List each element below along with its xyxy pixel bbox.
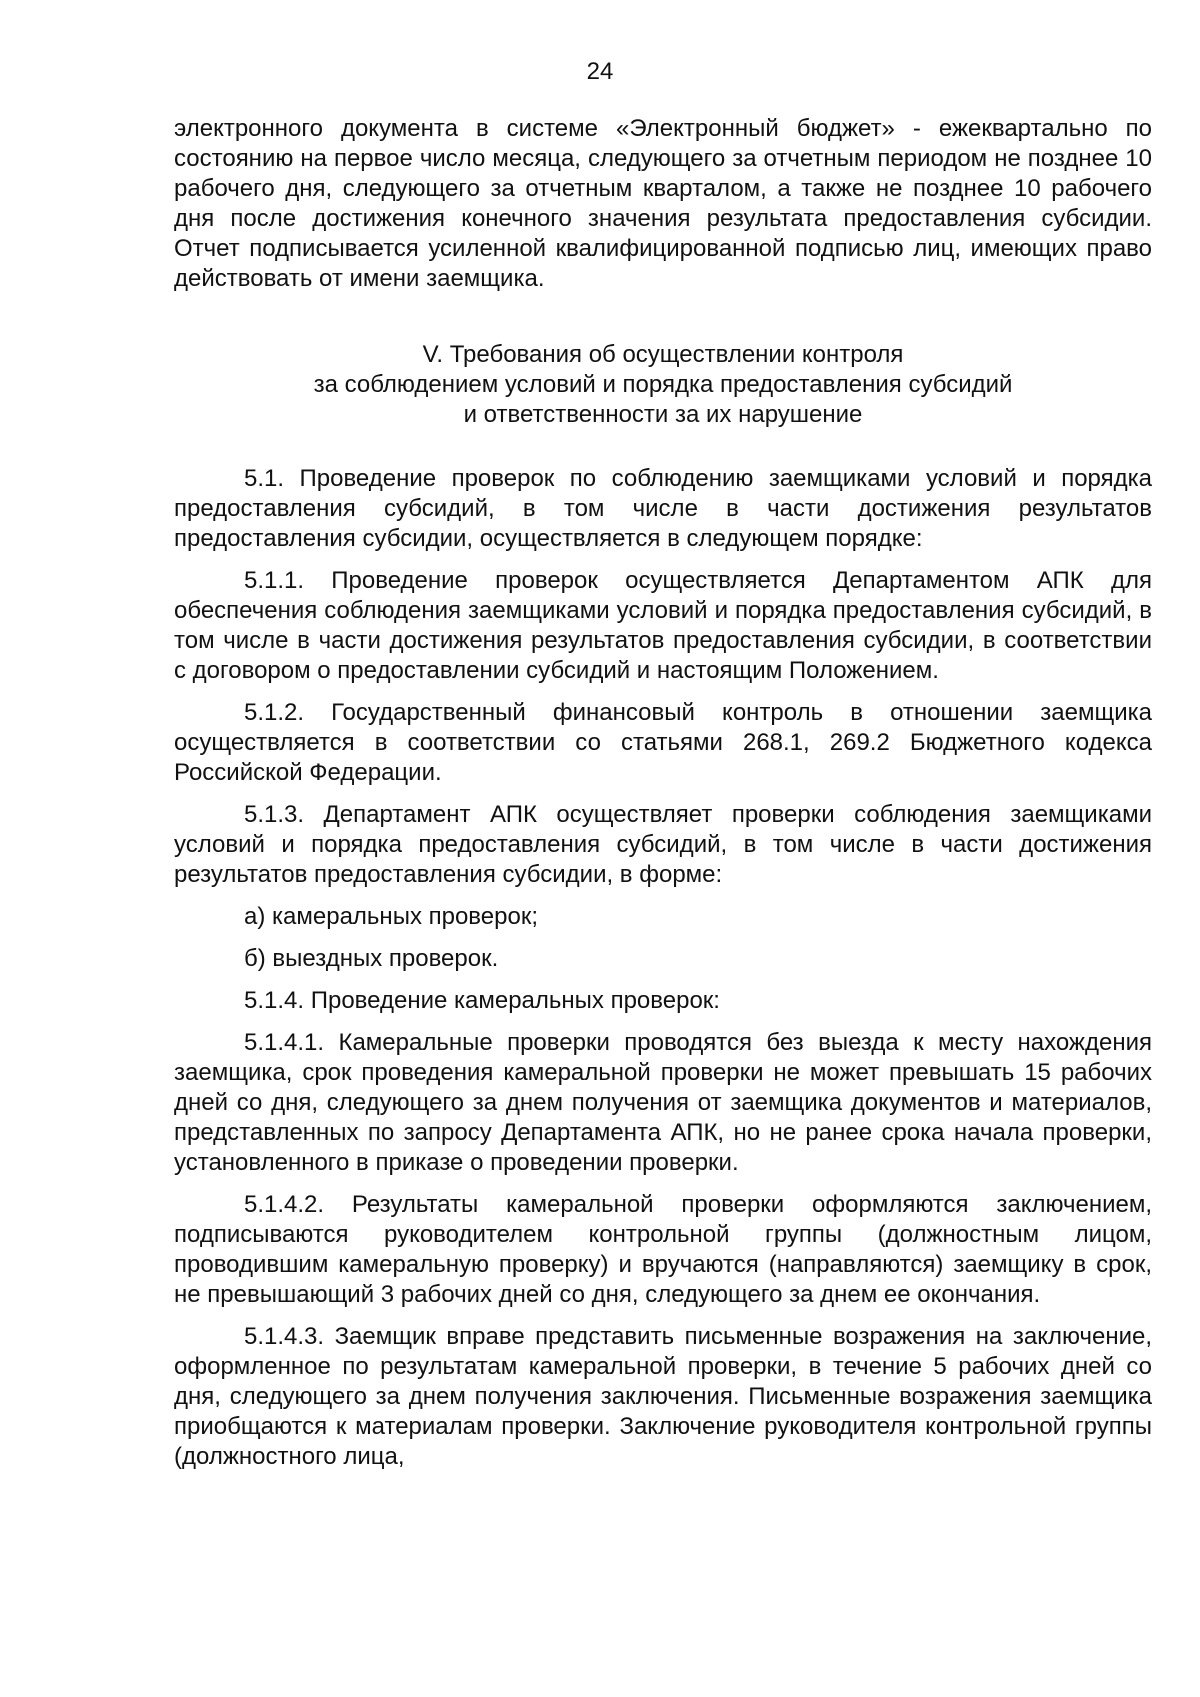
document-body <box>174 114 1152 1472</box>
section-heading-line-3: и ответственности за их нарушение <box>463 401 863 428</box>
paragraph-5-1-4-1: 5.1.4.1. Камеральные проверки проводятся без выезда к месту нахождения заемщика, срок проведения камеральной проверки не может превышать 15 рабочих дней со дня, следующего за днем получения от заемщика документов и материалов, представленных по запросу Департамента АПК, но не ранее срока начала проверки, установленного в приказе о проведении проверки. <box>174 1029 1152 1176</box>
paragraph-5-1-2: 5.1.2. Государственный финансовый контроль в отношении заемщика осуществляется в соответствии со статьями 268.1, 269.2 Бюджетного кодекса Российской Федерации. <box>174 699 1152 786</box>
continuation-paragraph: электронного документа в системе «Электронный бюджет» - ежеквартально по состоянию на первое число месяца, следующего за отчетным периодом не позднее 10 рабочего дня, следующего за отчетным кварталом, а также не позднее 10 рабочего дня после достижения конечного значения результата предоставления субсидии. Отчет подписывается усиленной квалифицированной подписью лиц, имеющих право действовать от имени заемщика. <box>174 115 1152 292</box>
paragraph-5-1-3: 5.1.3. Департамент АПК осуществляет проверки соблюдения заемщиками условий и порядка предоставления субсидий, в том числе в части достижения результатов предоставления субсидии, в форме: <box>174 801 1152 888</box>
list-item-a: а) камеральных проверок; <box>244 903 538 930</box>
section-heading-line-2: за соблюдением условий и порядка предоставления субсидий <box>313 371 1013 398</box>
section-heading <box>174 340 1152 430</box>
section-heading-line-1: V. Требования об осуществлении контроля <box>422 341 904 368</box>
paragraph-5-1-4: 5.1.4. Проведение камеральных проверок: <box>244 987 720 1014</box>
page-number: 24 <box>586 58 614 85</box>
paragraph-5-1-4-2: 5.1.4.2. Результаты камеральной проверки оформляются заключением, подписываются руководителем контрольной группы (должностным лицом, проводившим камеральную проверку) и вручаются (направляются) заемщику в срок, не превышающий 3 рабочих дней со дня, следующего за днем ее окончания. <box>174 1191 1152 1308</box>
paragraph-5-1-1: 5.1.1. Проведение проверок осуществляется Департаментом АПК для обеспечения соблюдения заемщиками условий и порядка предоставления субсидий, в том числе в части достижения результатов предоставления субсидии, в соответствии с договором о предоставлении субсидий и настоящим Положением. <box>174 567 1152 684</box>
paragraph-5-1-4-3: 5.1.4.3. Заемщик вправе представить письменные возражения на заключение, оформленное по результатам камеральной проверки, в течение 5 рабочих дней со дня, следующего за днем получения заключения. Письменные возражения заемщика приобщаются к материалам проверки. Заключение руководителя контрольной группы (должностного лица, <box>174 1323 1152 1470</box>
list-item-b: б) выездных проверок. <box>244 945 499 972</box>
paragraph-5-1: 5.1. Проведение проверок по соблюдению заемщиками условий и порядка предоставления субсидий, в том числе в части достижения результатов предоставления субсидии, осуществляется в следующем порядке: <box>174 465 1152 552</box>
